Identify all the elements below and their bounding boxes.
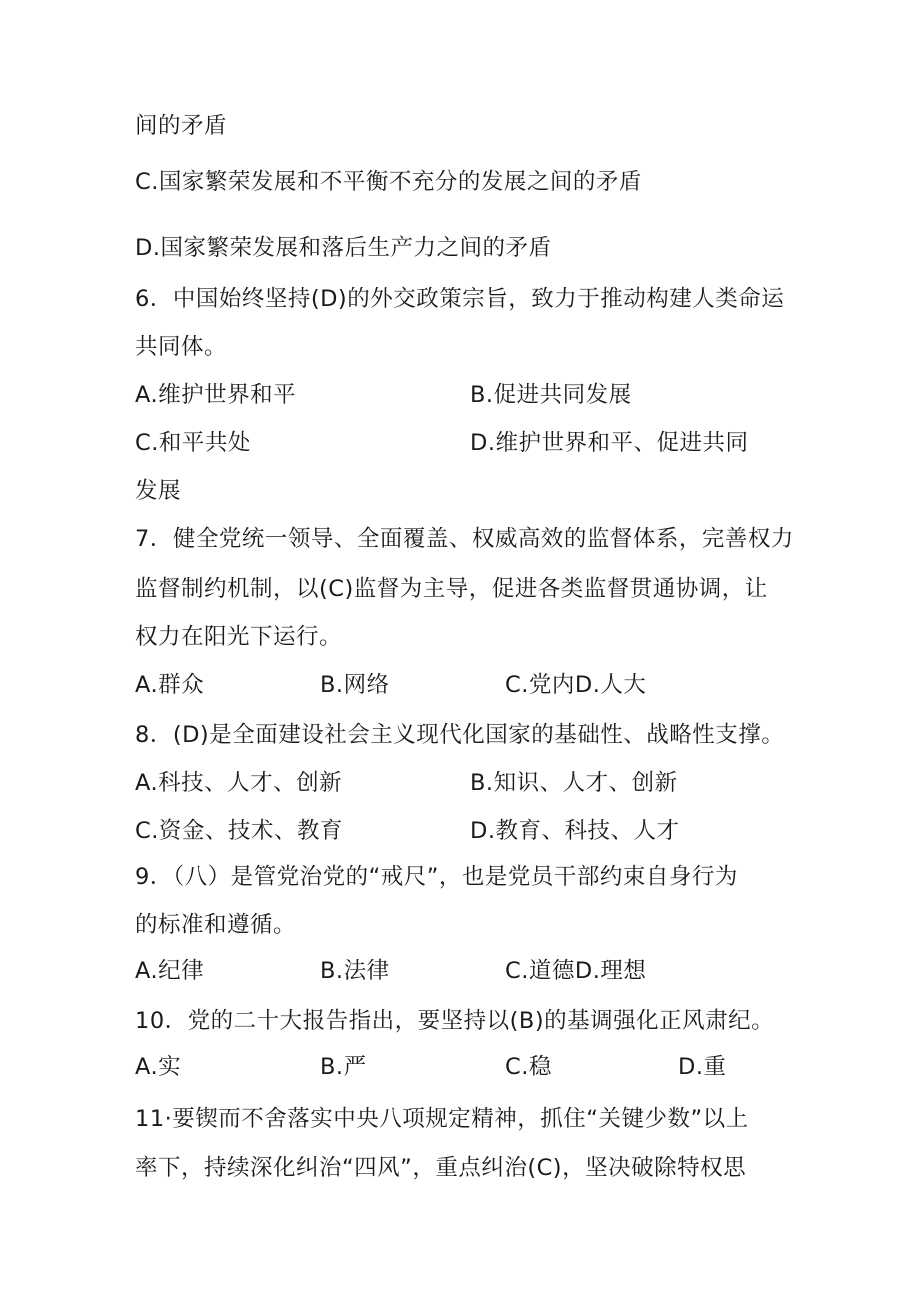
option-a: A.纪律 <box>135 958 205 984</box>
option-b: B.促进共同发展 <box>470 382 632 408</box>
option-b: B.法律 <box>320 958 390 984</box>
question-6: 6．中国始终坚持(D)的外交政策宗旨，致力于推动构建人类命运 <box>135 286 785 312</box>
option-d: D.重 <box>678 1054 727 1080</box>
text-line: 权力在阳光下运行。 <box>135 624 343 650</box>
option-b: B.严 <box>320 1054 367 1080</box>
option-a: A.科技、人才、创新 <box>135 770 343 796</box>
option-b: B.知识、人才、创新 <box>470 770 678 796</box>
question-10: 10．党的二十大报告指出，要坚持以(B)的基调强化正风肃纪。 <box>135 1008 775 1034</box>
option-line: D.国家繁荣发展和落后生产力之间的矛盾 <box>135 235 552 261</box>
text-line: 发展 <box>135 478 182 504</box>
option-cd: C.道德D.理想 <box>505 958 647 984</box>
question-8: 8．(D)是全面建设社会主义现代化国家的基础性、战略性支撑。 <box>135 722 785 748</box>
text-line: 监督制约机制，以(C)监督为主导，促进各类监督贯通协调，让 <box>135 576 768 602</box>
question-9: 9．（八）是管党治党的“戒尺”，也是党员干部约束自身行为 <box>135 864 738 890</box>
text-line: 间的矛盾 <box>135 113 228 139</box>
option-c: C.稳 <box>505 1054 552 1080</box>
option-d: D.教育、科技、人才 <box>470 818 680 844</box>
option-c: C.和平共处 <box>135 430 251 456</box>
option-a: A.维护世界和平 <box>135 382 297 408</box>
option-line: C.国家繁荣发展和不平衡不充分的发展之间的矛盾 <box>135 169 642 195</box>
text-line: 率下，持续深化纠治“四风”，重点纠治(C)，坚决破除特权思 <box>135 1155 747 1181</box>
text-line: 的标准和遵循。 <box>135 912 297 938</box>
option-b: B.网络 <box>320 672 390 698</box>
text-line: 共同体。 <box>135 334 228 360</box>
question-11: 11·要锲而不舍落实中央八项规定精神，抓住“关键少数”以上 <box>135 1106 749 1132</box>
question-7: 7．健全党统一领导、全面覆盖、权威高效的监督体系，完善权力 <box>135 526 794 552</box>
option-d: D.维护世界和平、促进共同 <box>470 430 749 456</box>
option-a: A.实 <box>135 1054 182 1080</box>
option-a: A.群众 <box>135 672 205 698</box>
option-c: C.资金、技术、教育 <box>135 818 343 844</box>
option-cd: C.党内D.人大 <box>505 672 647 698</box>
